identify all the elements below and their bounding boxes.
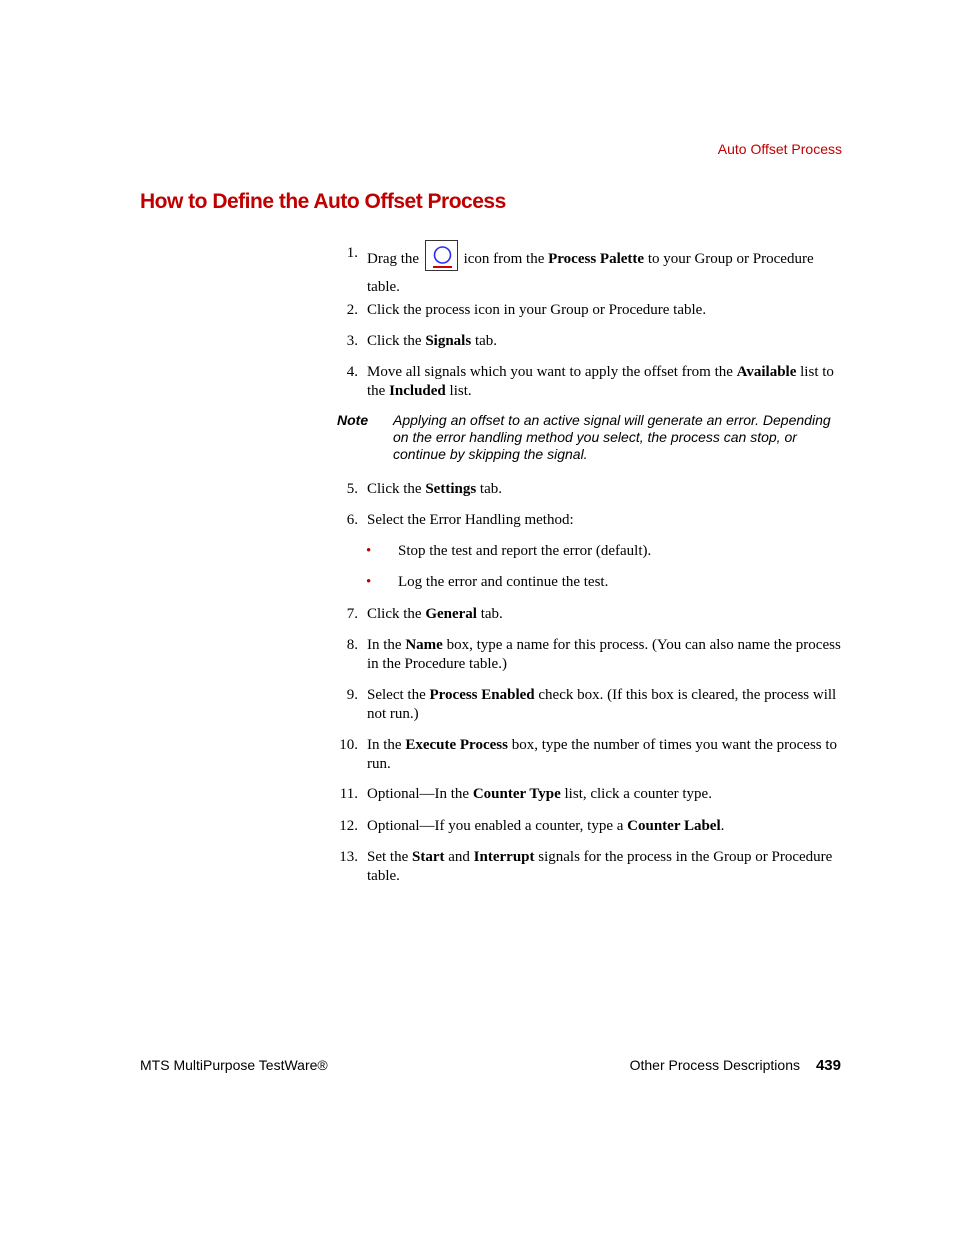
step-number: 4.: [346, 364, 358, 380]
step-number: 5.: [346, 481, 358, 497]
bullet-marker: •: [366, 574, 372, 590]
footer-chapter-title: Other Process Descriptions: [629, 1057, 800, 1073]
step-number: 10.: [339, 737, 358, 753]
step-number: 13.: [339, 849, 358, 865]
step-text: Select the Error Handling method:: [367, 512, 574, 528]
step-number: 8.: [346, 637, 358, 653]
step-number: 1.: [346, 245, 358, 261]
step-number: 12.: [339, 818, 358, 834]
page-number: 439: [815, 1057, 841, 1074]
page-heading: How to Define the Auto Offset Process: [140, 190, 506, 213]
step-text: Click the Signals tab.: [367, 333, 498, 349]
step-text: Click the General tab.: [367, 606, 503, 622]
step-text: Optional—In the Counter Type list, click a counter type.: [367, 786, 712, 802]
step-text: Select the Process Enabled check box. (If this box is cleared, the process will not run.): [367, 687, 837, 722]
footer-product-name: MTS MultiPurpose TestWare®: [140, 1057, 328, 1073]
step-number: 6.: [346, 512, 358, 528]
step-number: 9.: [346, 687, 358, 703]
step-number: 3.: [346, 333, 358, 349]
step-text: Move all signals which you want to apply the offset from the Available list to the Included list.: [367, 364, 834, 399]
note-label: Note: [337, 412, 369, 428]
running-header: Auto Offset Process: [717, 141, 842, 157]
step-text: Drag the icon from the Process Palette to your Group or Procedure table.: [367, 244, 843, 299]
bullet-marker: •: [366, 543, 372, 559]
step-number: 11.: [339, 786, 358, 802]
step-number: 2.: [346, 302, 358, 318]
note-text: Applying an offset to an active signal will generate an error. Depending on the error handling method you select, the process can stop, or continue by skipping the signal.: [393, 412, 831, 462]
step-text: Click the process icon in your Group or Procedure table.: [367, 302, 707, 318]
step-text: Click the Settings tab.: [367, 481, 502, 497]
auto-offset-process-icon: [425, 240, 458, 271]
bullet-text: Log the error and continue the test.: [398, 574, 609, 590]
step-text: In the Name box, type a name for this process. (You can also name the process in the Procedure table.): [367, 637, 841, 672]
step-text: In the Execute Process box, type the number of times you want the process to run.: [367, 737, 838, 772]
bullet-text: Stop the test and report the error (default).: [398, 543, 652, 559]
step-text: Set the Start and Interrupt signals for the process in the Group or Procedure table.: [367, 849, 833, 884]
step-text: Optional—If you enabled a counter, type a Counter Label.: [367, 818, 725, 834]
step-number: 7.: [346, 606, 358, 622]
